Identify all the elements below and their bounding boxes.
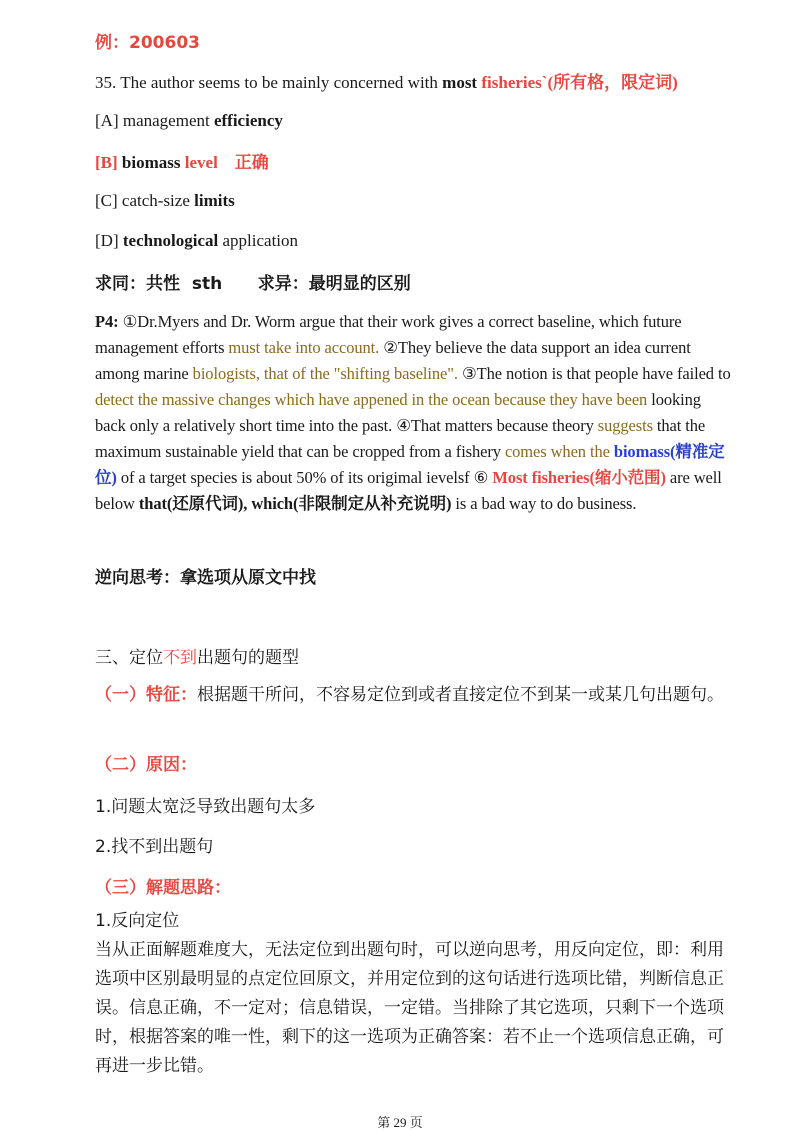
passage-p4: P4: ①Dr.Myers and Dr. Worm argue that their work gives a correct baseline, which future management efforts must take into account. ②They believe the data support an idea current among marine biologists, that of the "shifting baseline". ③The notion is that people have failed to detect the massive changes which have appened in the ocean because they have been looking back only a relatively short time into the past. ④That matters because theory suggests that the maximum sustainable yield that can be cropped from a fishery comes when the biomass(精准定位) of a target species is about 50% of its origimal ievelsf ⑥ Most fisheries(缩小范围) are well below that(还原代词), which(非限制定从补充说明) is a bad way to do business. (95, 312, 731, 513)
option-b: [B] biomass level 正确 (95, 153, 269, 173)
reason-label: （二）原因： (95, 755, 197, 775)
question-bold: most (442, 73, 478, 92)
option-c: [C] catch-size limits (95, 191, 235, 210)
question-highlight: fisheries`(所有格，限定词) (481, 73, 678, 92)
question-prefix: 35. The author seems to be mainly concerned with (95, 73, 443, 92)
approach-text: 当从正面解题难度大，无法定位到出题句时，可以逆向思考，用反向定位，即：利用选项中区别最明显的点定位回原文，并用定位到的这句话进行选项比错，判断信息正误。信息正确，不一定对；信息错误，一定错。当排除了其它选项，只剩下一个选项时，根据答案的唯一性，剩下的这一选项为正确答案：若不止一个选项信息正确，可再进一步比错。 (95, 940, 724, 1076)
feature-label: （一）特征： (95, 685, 197, 705)
section3-title: 三、定位不到出题句的题型 (95, 648, 299, 668)
passage-most-fisheries: Most fisheries(缩小范围) (492, 468, 666, 487)
reverse-note: 逆向思考：拿选项从原文中找 (95, 568, 316, 588)
option-a: [A] management efficiency (95, 111, 283, 130)
passage-that-which: that(还原代词), which(非限制定从补充说明) (138, 494, 452, 513)
reason-2: 2.找不到出题句 (95, 837, 214, 857)
correct-mark: 正确 (217, 153, 269, 173)
page-number: 第 29 页 (377, 1115, 423, 1130)
passage-label: P4: (95, 312, 123, 331)
section3-feature: （一）特征：根据题干所问，不容易定位到或者直接定位不到某一或某几句出题句。 (95, 685, 724, 705)
approach-label: （三）解题思路： (95, 878, 231, 898)
option-d: [D] technological application (95, 231, 299, 250)
example-label: 例：200603 (95, 33, 200, 53)
passage-biomass: biomass(精准定位) (95, 442, 725, 487)
reason-1: 1.问题太宽泛导致出题句太多 (95, 797, 316, 817)
question-35 (95, 68, 678, 93)
note-line: 求同：共性 sth 求异：最明显的区别 (95, 274, 411, 294)
approach-1: 1.反向定位 (95, 911, 180, 931)
